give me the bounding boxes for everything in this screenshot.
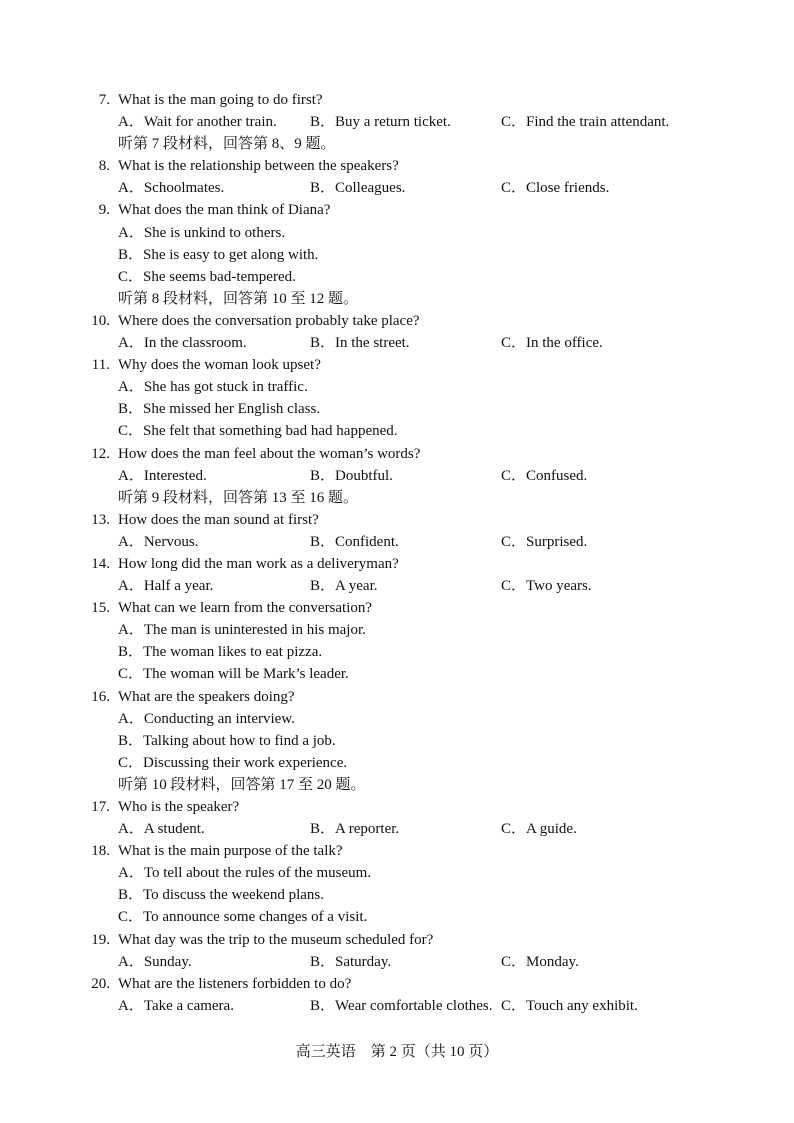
option-text: B．Talking about how to find a job. (118, 732, 336, 749)
option-c: C．Close friends. (501, 180, 610, 197)
option-text: C．To announce some changes of a visit. (118, 909, 368, 926)
option-row (0, 708, 794, 730)
section-instruction (0, 774, 794, 796)
option-a: A．Schoolmates. (118, 180, 225, 197)
question-row (0, 89, 794, 111)
option-a: A．Take a camera. (118, 997, 234, 1014)
question-text: How does the man feel about the woman’s words? (118, 445, 421, 462)
question-number: 16. (91, 688, 110, 705)
option-row (0, 244, 794, 266)
section-instruction (0, 288, 794, 310)
question-text: How does the man sound at first? (118, 511, 319, 528)
option-c: C．Two years. (501, 578, 592, 595)
question-text: What day was the trip to the museum scheduled for? (118, 931, 434, 948)
section-instruction-text: 听第 7 段材料，回答第 8、9 题。 (118, 136, 336, 153)
option-text: A．To tell about the rules of the museum. (118, 865, 372, 882)
option-text: B．She missed her English class. (118, 401, 321, 418)
option-text: B．The woman likes to eat pizza. (118, 644, 323, 661)
options-row (0, 818, 794, 840)
question-text: Who is the speaker? (118, 799, 240, 815)
question-number: 20. (91, 975, 110, 992)
option-b: B．Saturday. (310, 953, 392, 970)
option-text: B．She is easy to get along with. (118, 246, 319, 263)
option-row (0, 730, 794, 752)
option-b: B．A year. (310, 578, 378, 595)
option-a: A．In the classroom. (118, 335, 247, 352)
section-instruction-text: 听第 8 段材料，回答第 10 至 12 题。 (118, 290, 359, 307)
option-a: A．Nervous. (118, 533, 199, 550)
question-number: 10. (91, 312, 110, 329)
question-text: Where does the conversation probably take place? (118, 312, 420, 329)
option-c: C．Surprised. (501, 533, 588, 550)
option-row (0, 752, 794, 774)
option-row (0, 398, 794, 420)
question-text: What can we learn from the conversation? (118, 600, 373, 617)
option-text: A．She has got stuck in traffic. (118, 379, 308, 396)
option-text: A．The man is uninterested in his major. (118, 622, 366, 639)
option-row (0, 884, 794, 906)
option-c: C．Confused. (501, 467, 588, 484)
option-a: A．Half a year. (118, 578, 214, 595)
question-text: How long did the man work as a deliveryman? (118, 555, 399, 572)
option-text: A．Conducting an interview. (118, 710, 295, 727)
option-a: A．Sunday. (118, 953, 192, 970)
question-number: 19. (91, 931, 110, 948)
question-row (0, 155, 794, 177)
question-row (0, 199, 794, 221)
option-text: A．She is unkind to others. (118, 224, 286, 241)
options-row (0, 177, 794, 199)
options-row (0, 951, 794, 973)
option-a: A．Wait for another train. (118, 114, 277, 131)
section-instruction (0, 487, 794, 509)
option-row (0, 376, 794, 398)
option-b: B．A reporter. (310, 821, 400, 838)
option-b: B．In the street. (310, 335, 410, 352)
option-b: B．Wear comfortable clothes. (310, 997, 493, 1014)
question-number: 11. (91, 357, 110, 374)
option-b: B．Doubtful. (310, 467, 393, 484)
option-text: B．To discuss the weekend plans. (118, 887, 325, 904)
question-row (0, 354, 794, 376)
question-row (0, 310, 794, 332)
question-row (0, 553, 794, 575)
question-text: What is the man going to do first? (118, 92, 323, 108)
options-row (0, 111, 794, 133)
question-number: 7. (98, 92, 110, 108)
option-row (0, 420, 794, 442)
option-row (0, 862, 794, 884)
options-row (0, 531, 794, 553)
option-text: C．Discussing their work experience. (118, 754, 348, 771)
option-b: B．Colleagues. (310, 180, 406, 197)
section-instruction-text: 听第 10 段材料，回答第 17 至 20 题。 (118, 776, 366, 793)
question-number: 15. (91, 600, 110, 617)
option-row (0, 641, 794, 663)
option-text: C．She felt that something bad had happened. (118, 423, 398, 440)
question-text: What is the main purpose of the talk? (118, 843, 343, 860)
option-text: C．She seems bad-tempered. (118, 268, 296, 285)
option-row (0, 663, 794, 685)
section-instruction (0, 133, 794, 155)
question-number: 9. (98, 202, 110, 219)
question-row (0, 840, 794, 862)
question-text: Why does the woman look upset? (118, 357, 321, 374)
option-b: B．Buy a return ticket. (310, 114, 451, 131)
option-b: B．Confident. (310, 533, 399, 550)
option-a: A．A student. (118, 821, 205, 838)
option-a: A．Interested. (118, 467, 207, 484)
question-row (0, 973, 794, 995)
question-text: What does the man think of Diana? (118, 202, 331, 219)
option-c: C．Touch any exhibit. (501, 997, 638, 1014)
question-number: 13. (91, 511, 110, 528)
question-number: 17. (91, 799, 110, 815)
options-row (0, 332, 794, 354)
question-row (0, 929, 794, 951)
section-instruction-text: 听第 9 段材料，回答第 13 至 16 题。 (118, 489, 359, 506)
option-c: C．In the office. (501, 335, 603, 352)
options-row (0, 465, 794, 487)
option-row (0, 222, 794, 244)
question-number: 14. (91, 555, 110, 572)
question-text: What are the listeners forbidden to do? (118, 975, 352, 992)
options-row (0, 995, 794, 1017)
option-row (0, 266, 794, 288)
options-row (0, 575, 794, 597)
option-text: C．The woman will be Mark’s leader. (118, 666, 349, 683)
question-row (0, 686, 794, 708)
question-row (0, 509, 794, 531)
question-row (0, 443, 794, 465)
question-number: 8. (98, 158, 110, 175)
option-row (0, 619, 794, 641)
page-footer: 高三英语 第 2 页（共 10 页） (295, 1044, 499, 1060)
option-c: C．A guide. (501, 821, 577, 838)
question-row (0, 597, 794, 619)
option-row (0, 906, 794, 928)
question-number: 12. (91, 445, 110, 462)
question-text: What are the speakers doing? (118, 688, 295, 705)
question-row (0, 796, 794, 818)
option-c: C．Monday. (501, 953, 579, 970)
question-list (0, 89, 794, 1017)
question-number: 18. (91, 843, 110, 860)
option-c: C．Find the train attendant. (501, 114, 670, 131)
question-text: What is the relationship between the speakers? (118, 158, 399, 175)
